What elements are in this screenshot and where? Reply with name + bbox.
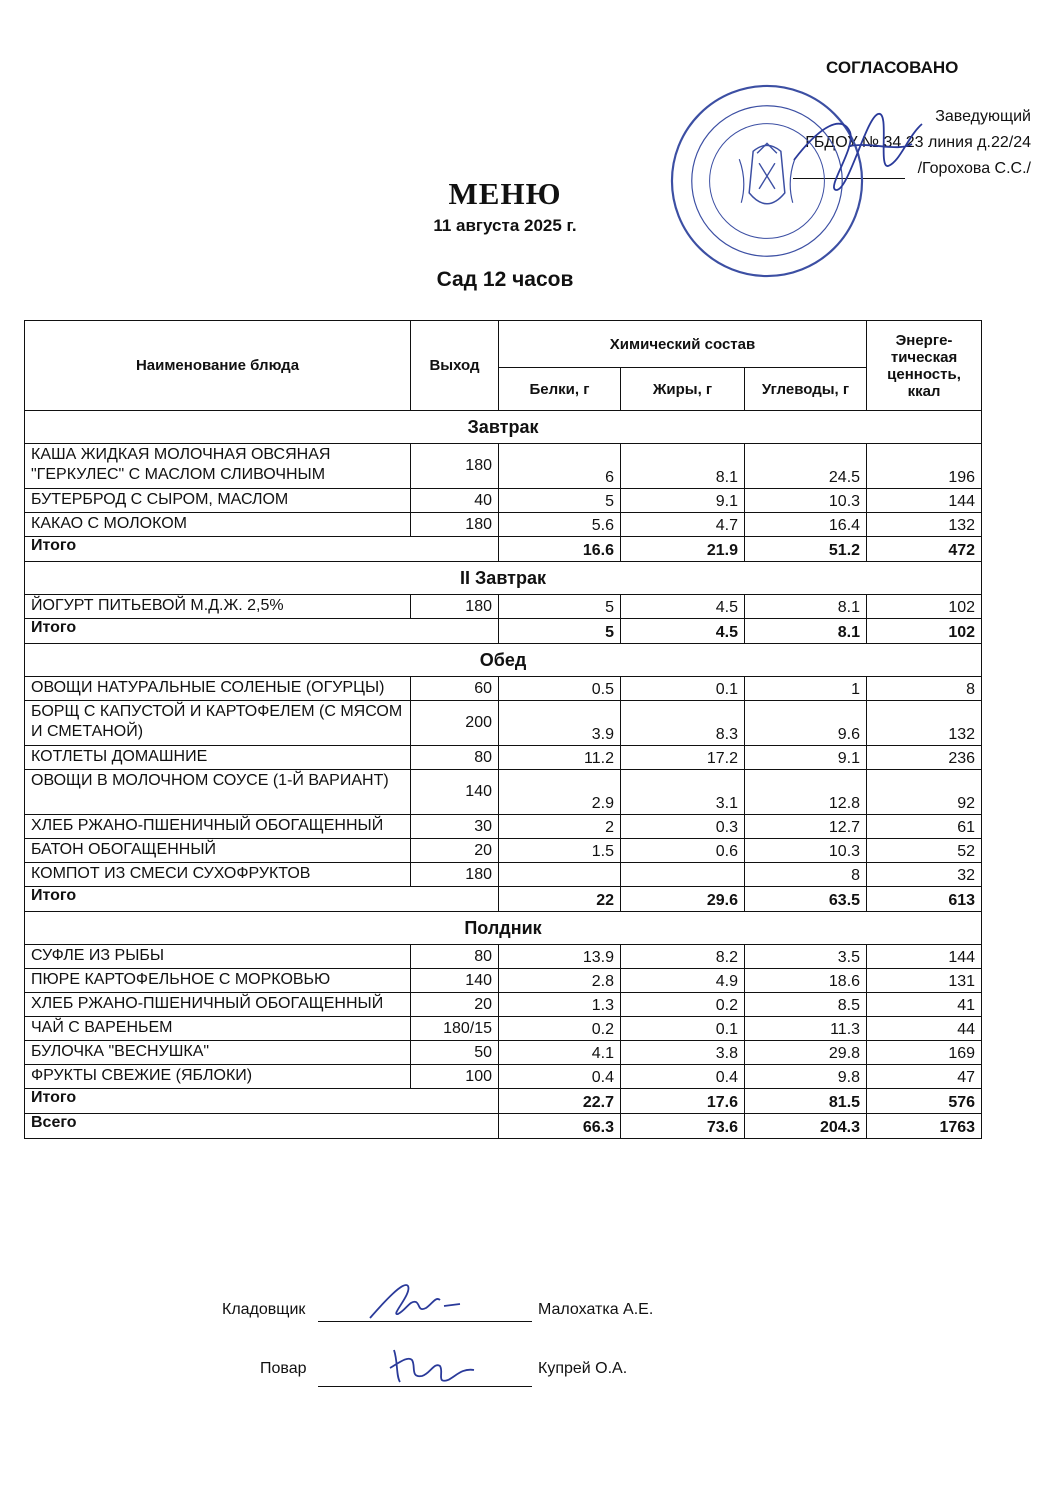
dish-yield: 140 (411, 969, 499, 993)
dish-name: КАКАО С МОЛОКОМ (25, 513, 411, 537)
dish-protein: 1.5 (499, 839, 621, 863)
grand-total-label: Всего (25, 1114, 499, 1139)
table-row (25, 677, 982, 701)
table-row (25, 746, 982, 770)
dish-energy: 169 (867, 1041, 982, 1065)
dish-protein: 0.2 (499, 1017, 621, 1041)
table-row (25, 863, 982, 887)
dish-protein (499, 863, 621, 887)
total-label: Итого (25, 1089, 499, 1114)
dish-fat (621, 863, 745, 887)
dish-yield: 30 (411, 815, 499, 839)
dish-fat: 0.1 (621, 1017, 745, 1041)
dish-name: КАША ЖИДКАЯ МОЛОЧНАЯ ОВСЯНАЯ "ГЕРКУЛЕС" С МАСЛОМ СЛИВОЧНЫМ (25, 444, 411, 489)
dish-energy: 236 (867, 746, 982, 770)
cook-name: Купрей О.А. (538, 1360, 628, 1377)
dish-carbs: 10.3 (745, 839, 867, 863)
section-header-row (25, 912, 982, 945)
dish-yield: 80 (411, 945, 499, 969)
dish-yield: 140 (411, 770, 499, 815)
dish-fat: 4.9 (621, 969, 745, 993)
dish-fat: 9.1 (621, 489, 745, 513)
menu-table (24, 320, 982, 1139)
dish-protein: 0.5 (499, 677, 621, 701)
section-header-row (25, 562, 982, 595)
dish-fat: 0.4 (621, 1065, 745, 1089)
dish-yield: 60 (411, 677, 499, 701)
dish-protein: 0.4 (499, 1065, 621, 1089)
dish-energy: 144 (867, 945, 982, 969)
header-carbs: Углеводы, г (745, 368, 867, 411)
total-energy: 102 (867, 619, 982, 644)
section-title: Завтрак (25, 411, 982, 444)
section-total-row (25, 1089, 982, 1114)
dish-fat: 0.2 (621, 993, 745, 1017)
dish-fat: 8.1 (621, 444, 745, 489)
group-name: Сад 12 часов (436, 268, 574, 291)
dish-fat: 8.2 (621, 945, 745, 969)
dish-energy: 61 (867, 815, 982, 839)
dish-carbs: 12.8 (745, 770, 867, 815)
table-row (25, 701, 982, 746)
dish-protein: 11.2 (499, 746, 621, 770)
section-total-row (25, 537, 982, 562)
dish-fat: 17.2 (621, 746, 745, 770)
dish-carbs: 8 (745, 863, 867, 887)
dish-protein: 1.3 (499, 993, 621, 1017)
table-row (25, 595, 982, 619)
dish-energy: 102 (867, 595, 982, 619)
dish-energy: 41 (867, 993, 982, 1017)
dish-yield: 180 (411, 513, 499, 537)
dish-fat: 4.7 (621, 513, 745, 537)
dish-protein: 5 (499, 595, 621, 619)
total-protein: 16.6 (499, 537, 621, 562)
dish-energy: 47 (867, 1065, 982, 1089)
dish-name: КОМПОТ ИЗ СМЕСИ СУХОФРУКТОВ (25, 863, 411, 887)
approval-position: Заведующий (935, 108, 1031, 125)
dish-carbs: 8.1 (745, 595, 867, 619)
dish-energy: 144 (867, 489, 982, 513)
dish-carbs: 3.5 (745, 945, 867, 969)
dish-name: КОТЛЕТЫ ДОМАШНИЕ (25, 746, 411, 770)
dish-carbs: 18.6 (745, 969, 867, 993)
dish-yield: 40 (411, 489, 499, 513)
dish-energy: 196 (867, 444, 982, 489)
dish-energy: 44 (867, 1017, 982, 1041)
section-total-row (25, 887, 982, 912)
dish-carbs: 10.3 (745, 489, 867, 513)
dish-name: БУЛОЧКА "ВЕСНУШКА" (25, 1041, 411, 1065)
dish-energy: 32 (867, 863, 982, 887)
table-row (25, 513, 982, 537)
cook-signature (382, 1342, 482, 1392)
grand-total-carbs: 204.3 (745, 1114, 867, 1139)
page-title: МЕНЮ (448, 176, 562, 211)
dish-fat: 3.1 (621, 770, 745, 815)
header-chemical-composition: Химический состав (499, 321, 867, 368)
grand-total-protein: 66.3 (499, 1114, 621, 1139)
total-energy: 472 (867, 537, 982, 562)
total-carbs: 81.5 (745, 1089, 867, 1114)
header-dish-name: Наименование блюда (25, 321, 411, 411)
dish-yield: 20 (411, 839, 499, 863)
dish-protein: 2 (499, 815, 621, 839)
dish-protein: 5 (499, 489, 621, 513)
total-carbs: 8.1 (745, 619, 867, 644)
section-header-row (25, 411, 982, 444)
dish-carbs: 11.3 (745, 1017, 867, 1041)
dish-protein: 4.1 (499, 1041, 621, 1065)
dish-protein: 6 (499, 444, 621, 489)
dish-energy: 132 (867, 701, 982, 746)
total-fat: 29.6 (621, 887, 745, 912)
total-label: Итого (25, 537, 499, 562)
dish-protein: 5.6 (499, 513, 621, 537)
total-carbs: 63.5 (745, 887, 867, 912)
table-row (25, 489, 982, 513)
dish-name: ОВОЩИ НАТУРАЛЬНЫЕ СОЛЕНЫЕ (ОГУРЦЫ) (25, 677, 411, 701)
total-protein: 22 (499, 887, 621, 912)
approval-organization: ГБДОУ № 34 23 линия д.22/24 (805, 134, 1031, 151)
dish-energy: 132 (867, 513, 982, 537)
storekeeper-role: Кладовщик (222, 1301, 306, 1318)
dish-name: ХЛЕБ РЖАНО-ПШЕНИЧНЫЙ ОБОГАЩЕННЫЙ (25, 815, 411, 839)
dish-yield: 180 (411, 863, 499, 887)
total-label: Итого (25, 887, 499, 912)
dish-carbs: 12.7 (745, 815, 867, 839)
grand-total-row (25, 1114, 982, 1139)
dish-carbs: 9.1 (745, 746, 867, 770)
dish-carbs: 1 (745, 677, 867, 701)
dish-name: ПЮРЕ КАРТОФЕЛЬНОЕ С МОРКОВЬЮ (25, 969, 411, 993)
dish-name: БОРЩ С КАПУСТОЙ И КАРТОФЕЛЕМ (С МЯСОМ И СМЕТАНОЙ) (25, 701, 411, 746)
header-fat: Жиры, г (621, 368, 745, 411)
section-title: Полдник (25, 912, 982, 945)
dish-protein: 3.9 (499, 701, 621, 746)
dish-carbs: 9.6 (745, 701, 867, 746)
cook-role: Повар (260, 1360, 307, 1377)
table-row (25, 770, 982, 815)
dish-yield: 50 (411, 1041, 499, 1065)
dish-yield: 180 (411, 595, 499, 619)
section-title: II Завтрак (25, 562, 982, 595)
dish-carbs: 8.5 (745, 993, 867, 1017)
table-row (25, 1041, 982, 1065)
total-energy: 613 (867, 887, 982, 912)
dish-yield: 180/15 (411, 1017, 499, 1041)
dish-name: ЙОГУРТ ПИТЬЕВОЙ М.Д.Ж. 2,5% (25, 595, 411, 619)
menu-date: 11 августа 2025 г. (433, 216, 577, 235)
total-protein: 22.7 (499, 1089, 621, 1114)
section-total-row (25, 619, 982, 644)
dish-fat: 0.6 (621, 839, 745, 863)
grand-total-fat: 73.6 (621, 1114, 745, 1139)
dish-protein: 13.9 (499, 945, 621, 969)
dish-name: ЧАЙ С ВАРЕНЬЕМ (25, 1017, 411, 1041)
total-fat: 21.9 (621, 537, 745, 562)
dish-name: ОВОЩИ В МОЛОЧНОМ СОУСЕ (1-Й ВАРИАНТ) (25, 770, 411, 815)
dish-energy: 92 (867, 770, 982, 815)
dish-name: БУТЕРБРОД С СЫРОМ, МАСЛОМ (25, 489, 411, 513)
table-row (25, 945, 982, 969)
dish-fat: 0.1 (621, 677, 745, 701)
dish-yield: 80 (411, 746, 499, 770)
table-row (25, 815, 982, 839)
dish-name: ФРУКТЫ СВЕЖИЕ (ЯБЛОКИ) (25, 1065, 411, 1089)
dish-energy: 8 (867, 677, 982, 701)
table-row (25, 969, 982, 993)
section-header-row (25, 644, 982, 677)
dish-carbs: 9.8 (745, 1065, 867, 1089)
dish-yield: 20 (411, 993, 499, 1017)
header-energy: Энерге-тическая ценность, ккал (867, 321, 982, 411)
table-row (25, 993, 982, 1017)
dish-yield: 100 (411, 1065, 499, 1089)
dish-name: БАТОН ОБОГАЩЕННЫЙ (25, 839, 411, 863)
dish-energy: 52 (867, 839, 982, 863)
table-row (25, 444, 982, 489)
header-protein: Белки, г (499, 368, 621, 411)
dish-carbs: 16.4 (745, 513, 867, 537)
table-row (25, 1017, 982, 1041)
dish-name: СУФЛЕ ИЗ РЫБЫ (25, 945, 411, 969)
dish-carbs: 29.8 (745, 1041, 867, 1065)
dish-name: ХЛЕБ РЖАНО-ПШЕНИЧНЫЙ ОБОГАЩЕННЫЙ (25, 993, 411, 1017)
dish-fat: 0.3 (621, 815, 745, 839)
storekeeper-signature (360, 1270, 470, 1330)
total-carbs: 51.2 (745, 537, 867, 562)
total-energy: 576 (867, 1089, 982, 1114)
dish-carbs: 24.5 (745, 444, 867, 489)
dish-yield: 200 (411, 701, 499, 746)
dish-protein: 2.8 (499, 969, 621, 993)
grand-total-energy: 1763 (867, 1114, 982, 1139)
total-fat: 17.6 (621, 1089, 745, 1114)
storekeeper-name: Малохатка А.Е. (538, 1301, 654, 1318)
header-yield: Выход (411, 321, 499, 411)
dish-energy: 131 (867, 969, 982, 993)
total-fat: 4.5 (621, 619, 745, 644)
approval-heading: СОГЛАСОВАНО (826, 58, 959, 77)
table-row (25, 839, 982, 863)
approval-name: /Горохова С.С./ (917, 160, 1031, 177)
dish-fat: 8.3 (621, 701, 745, 746)
dish-fat: 3.8 (621, 1041, 745, 1065)
dish-protein: 2.9 (499, 770, 621, 815)
dish-yield: 180 (411, 444, 499, 489)
total-label: Итого (25, 619, 499, 644)
table-row (25, 1065, 982, 1089)
section-title: Обед (25, 644, 982, 677)
dish-fat: 4.5 (621, 595, 745, 619)
total-protein: 5 (499, 619, 621, 644)
